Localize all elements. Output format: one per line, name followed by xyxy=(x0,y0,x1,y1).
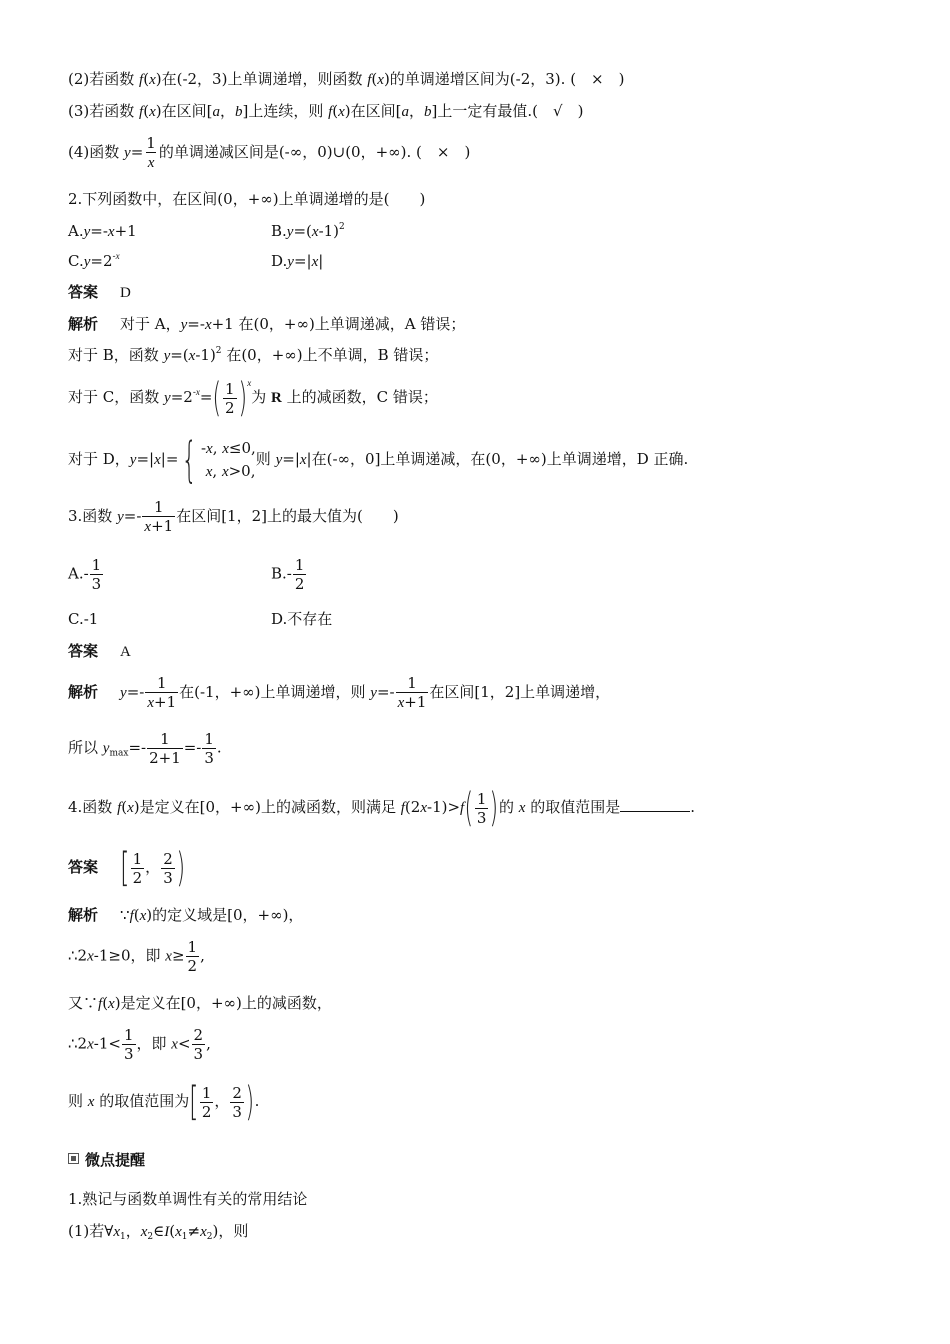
text: (4)函数 xyxy=(68,143,125,161)
analysis-label: 解析 xyxy=(68,315,99,333)
text: 的 xyxy=(498,798,519,816)
option-c-label: C.-1 xyxy=(68,610,99,628)
text: 3.函数 xyxy=(68,507,118,525)
text: 的定义域是[0，+∞)， xyxy=(152,906,304,924)
question-2-options-row1: A.y=-x+1 $B.y=(x-1)^2$ xyxy=(68,222,345,240)
answer-label: 答案 xyxy=(68,858,99,876)
question-2-analysis-4: 对于 D，y=|x|={ -x, x≤0, x, x>0, 则 y=|x|在(-∞，0]上单调递减，在(0，+∞)上单调递增，D 正确. xyxy=(68,432,689,488)
answer-label: 答案 xyxy=(68,283,99,301)
piecewise-cases: -x, x≤0, x, x>0, xyxy=(200,439,256,480)
text: 对于 A， xyxy=(120,315,181,333)
option-b-label: B.- xyxy=(271,564,292,583)
question-4-stem: 4.函数 f(x)是定义在[0，+∞)上的减函数，则满足 f(2x-1)>f( $\frac{1}{3}$ )的 x 的取值范围是 . xyxy=(68,785,695,831)
text: 在(-∞，0]上单调递减，在(0，+∞)上单调递增，D 正确. xyxy=(311,450,689,468)
text: 在(0，+∞)上不单调，B 错误； xyxy=(226,346,439,364)
text: 对于 D， xyxy=(68,450,130,468)
text: 在区间[ xyxy=(161,102,213,120)
answer-label: 答案 xyxy=(68,642,99,660)
text: 在区间[1，2]上单调递增， xyxy=(429,683,611,701)
question-3-answer xyxy=(68,644,131,660)
analysis-label: 解析 xyxy=(68,683,99,701)
text: ) xyxy=(562,102,584,120)
text: ∴2 xyxy=(68,946,88,965)
text: 对于 B，函数 xyxy=(68,346,164,364)
square-bullet-icon xyxy=(68,1153,79,1164)
text: 是定义在[0，+∞)上的减函数， xyxy=(120,994,332,1012)
fraction: $\frac{1}{x}$ xyxy=(146,134,156,171)
answer-value: A xyxy=(120,644,131,660)
text: -1< xyxy=(93,1034,121,1053)
statement-3: (3)若函数 f(x)在区间[a，b]上连续，则 f(x)在区间[a，b]上一定有最值.( √ ) xyxy=(68,102,584,120)
option-b-label: B. xyxy=(271,222,287,240)
text: 在(-1，+∞)上单调递增，则 xyxy=(179,683,371,701)
text: ]上连续，则 xyxy=(242,102,329,120)
question-3-stem: 3.函数 y=- $\frac{1}{x+1}$ 在区间[1，2]上的最大值为( ) xyxy=(68,498,399,535)
question-4-analysis-1: 解析 ∵f(x)的定义域是[0，+∞)， xyxy=(68,906,304,924)
text: 的取值范围是 xyxy=(525,798,621,816)
text: 的单调递增区间为(-2，3). ( xyxy=(389,70,592,88)
text: 的单调递减区间是(-∞，0)∪(0，+∞). ( xyxy=(158,143,437,161)
question-2-analysis-1: 解析 对于 A，y=-x+1 在(0，+∞)上单调递减，A 错误； xyxy=(68,315,466,333)
option-d-label: D.不存在 xyxy=(271,610,333,628)
question-3-analysis-2: 所以 $y_{max}=-$ $\frac{1}{2+1}$ =- $\frac{1}{3}$ . xyxy=(68,730,222,767)
numerator: 1 xyxy=(146,134,156,152)
real-set-symbol: R xyxy=(270,390,282,406)
text: 为 xyxy=(251,388,271,406)
tips-paragraph-2: (1)若$\forall x_1$，$x_2\in I(x_1\ne x_2)$，则 xyxy=(68,1222,249,1242)
text: (1)若∀ xyxy=(68,1222,114,1240)
analysis-label: 解析 xyxy=(68,906,99,924)
text: 上的减函数，C 错误； xyxy=(281,388,438,406)
text: 在(0，+∞)上单调递减，A 错误； xyxy=(238,315,466,333)
text: 又∵ xyxy=(68,994,99,1012)
question-2-stem: 2.下列函数中，在区间(0，+∞)上单调递增的是( ) xyxy=(68,190,426,208)
false-mark: × xyxy=(591,70,604,88)
option-a-label: A.- xyxy=(68,564,89,583)
text: ∴2 xyxy=(68,1034,88,1053)
text: ]上一定有最值.( xyxy=(431,102,554,120)
text: (2)若函数 xyxy=(68,70,140,88)
answer-value: D xyxy=(120,285,131,301)
answer-blank[interactable] xyxy=(620,797,690,812)
question-4-answer: 答案 [ $\frac{1}{2}$ ， $\frac{2}{3}$ ) xyxy=(68,845,185,891)
question-4-analysis-2: ∴2x-1≥0，即 x≥ $\frac{1}{2}$ , xyxy=(68,938,205,975)
option-a-label: A. xyxy=(68,222,84,240)
text: 则 xyxy=(68,1092,88,1110)
question-3-options-row1: A.- $\frac{1}{3}$ B.- $\frac{1}{2}$ xyxy=(68,556,305,593)
text: ，则 xyxy=(218,1222,249,1240)
text: (3)若函数 xyxy=(68,102,140,120)
tips-title: 微点提醒 xyxy=(85,1151,146,1169)
text: 则 xyxy=(255,450,276,468)
text: ，即 xyxy=(136,1034,172,1053)
text: 在区间[1，2]上的最大值为( ) xyxy=(176,507,399,525)
question-4-analysis-3: 又∵f(x)是定义在[0，+∞)上的减函数， xyxy=(68,994,332,1012)
question-4-analysis-5: 则 x 的取值范围为[ $\frac{1}{2}$ ， $\frac{2}{3}$ ). xyxy=(68,1079,260,1125)
text: 在区间[ xyxy=(350,102,402,120)
question-2-analysis-2: 对于 B，函数 $y=(x-1)^2$ 在(0，+∞)上不单调，B 错误； xyxy=(68,346,439,364)
text: 对于 C，函数 xyxy=(68,388,165,406)
false-mark: × xyxy=(436,143,450,161)
text: 4.函数 xyxy=(68,798,118,816)
text: ) xyxy=(603,70,625,88)
true-mark: √ xyxy=(553,102,563,120)
question-2-answer xyxy=(68,285,131,301)
statement-2: (2)若函数 f(x)在(-2，3)上单调递增，则函数 f(x)的单调递增区间为(-2，3). ( × ) xyxy=(68,70,625,88)
question-2-analysis-3: 对于 C，函数 $y=2^{-x}=$( $\frac{1}{2}$ )$^x$为 R 上的减函数，C 错误； xyxy=(68,375,438,421)
text: 是定义在[0，+∞)上的减函数，则满足 xyxy=(139,798,401,816)
question-3-analysis-1: 解析 y=- $\frac{1}{x+1}$ 在(-1，+∞)上单调递增，则 y=- $\frac{1}{x+1}$ 在区间[1，2]上单调递增， xyxy=(68,674,611,711)
text: -1≥0，即 xyxy=(93,946,166,965)
text: 所以 xyxy=(68,738,103,757)
text: 在(-2，3)上单调递增，则函数 xyxy=(161,70,368,88)
question-2-options-row2: $C.y=2^{-x}$ D.y=|x| xyxy=(68,251,324,270)
text: ， xyxy=(125,1222,141,1240)
text: 的取值范围为 xyxy=(94,1092,190,1110)
question-4-analysis-4: ∴2x-1< $\frac{1}{3}$ ，即 x< $\frac{2}{3}$ , xyxy=(68,1026,211,1063)
tips-paragraph-1: 1.熟记与函数单调性有关的常用结论 xyxy=(68,1190,308,1208)
text: ) xyxy=(449,143,471,161)
question-3-options-row2 xyxy=(68,612,668,627)
option-c-label: C. xyxy=(68,252,84,270)
option-d-label: D. xyxy=(271,252,288,270)
tips-header xyxy=(68,1153,145,1168)
statement-4: (4)函数 y= $\frac{1}{x}$ 的单调递减区间是(-∞，0)∪(0，+∞). ( × ) xyxy=(68,134,471,171)
